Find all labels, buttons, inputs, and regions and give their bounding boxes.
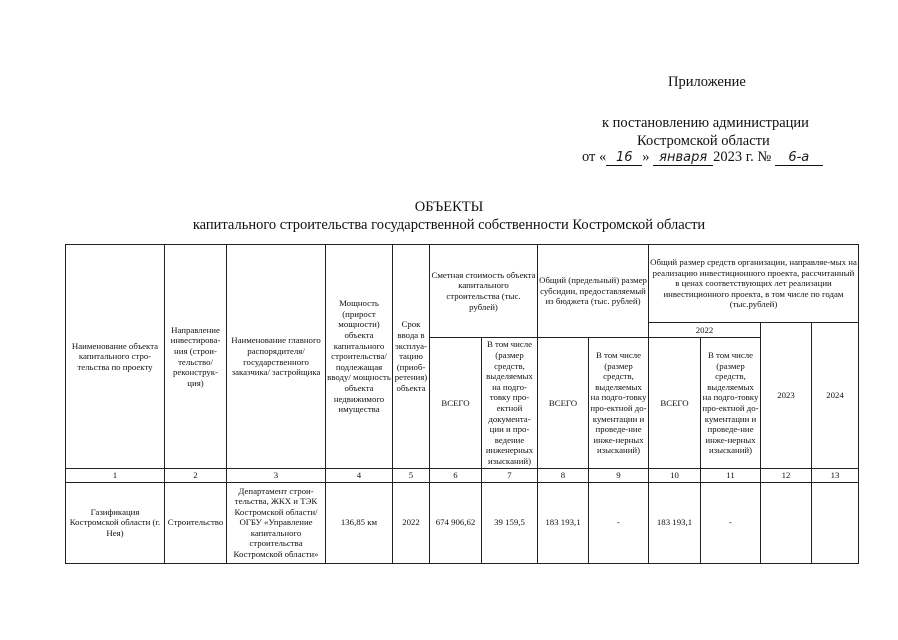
header-year-2023: 2023 <box>761 323 812 469</box>
column-number: 1 <box>66 469 165 483</box>
header-estimated-incl: В том числе (размер средств, выделяемых на подго-товку про-ектной документа-ции и про-ведение инженерных изысканий) <box>482 338 538 469</box>
column-number: 10 <box>649 469 701 483</box>
handwritten-number: 6-а <box>775 151 823 166</box>
cell-org-2022-incl: - <box>701 482 761 563</box>
column-number: 2 <box>165 469 227 483</box>
date-close-quote: » <box>642 149 650 165</box>
header-year-2024: 2024 <box>812 323 859 469</box>
column-number: 13 <box>812 469 859 483</box>
objects-table <box>65 244 859 564</box>
header-subsidy-incl: В том числе (размер средств, выделяемых на подго-товку про-ектной до-кументации и проведе-ние инже-нерных изысканий) <box>589 338 649 469</box>
cell-subsidy-incl: - <box>589 482 649 563</box>
handwritten-month: января <box>653 151 713 166</box>
header-direction: Направление инвестирова-ния (строи-тельство/ реконструк-ция) <box>165 245 227 469</box>
header-estimated-cost: Сметная стоимость объекта капитального строительства (тыс. рублей) <box>430 245 538 338</box>
column-number: 4 <box>326 469 393 483</box>
header-subsidy-total: ВСЕГО <box>538 338 589 469</box>
cell-customer: Департамент строи-тельства, ЖКХ и ТЭК Костромской области/ ОГБУ «Управление капитального строительства Костромской области» <box>227 482 326 563</box>
cell-org-2022-total: 183 193,1 <box>649 482 701 563</box>
header-capacity: Мощность (прирост мощности) объекта капитального строительства/ подлежащая вводу/ мощность объекта недвижимого имущества <box>326 245 393 469</box>
column-number: 5 <box>393 469 430 483</box>
cell-object-name: Газификация Костромской области (г. Нея) <box>66 482 165 563</box>
decree-reference: к постановлению администрации <box>602 115 809 131</box>
cell-subsidy-total: 183 193,1 <box>538 482 589 563</box>
cell-org-2024 <box>812 482 859 563</box>
date-prefix: от « <box>582 149 607 165</box>
column-number: 9 <box>589 469 649 483</box>
table-row <box>66 482 859 563</box>
column-number: 8 <box>538 469 589 483</box>
header-org-funds: Общий размер средств организации, направляе-мых на реализацию инвестиционного проекта, рассчитанный в ценах соответствующих лет реализации инвестиционного проекта, в том числе по годам (тыс.рублей) <box>649 245 859 323</box>
column-number: 7 <box>482 469 538 483</box>
cell-commission: 2022 <box>393 482 430 563</box>
cell-estimated-total: 674 906,62 <box>430 482 482 563</box>
handwritten-day: 16 <box>606 151 642 166</box>
cell-estimated-incl: 39 159,5 <box>482 482 538 563</box>
header-subsidy: Общий (предельный) размер субсидии, предоставляемый из бюджета (тыс. рублей) <box>538 245 649 338</box>
date-year: 2023 г. № <box>713 149 772 165</box>
header-commission: Срок ввода в эксплуа-тацию (приоб-ретения) объекта <box>393 245 430 469</box>
cell-direction: Строительство <box>165 482 227 563</box>
column-number: 3 <box>227 469 326 483</box>
cell-org-2023 <box>761 482 812 563</box>
header-year-2022: 2022 <box>649 323 761 338</box>
document-subtitle: капитального строительства государственной собственности Костромской области <box>192 217 706 233</box>
header-org-incl: В том числе (размер средств, выделяемых на подго-товку про-ектной до-кументации и проведе-ние инже-нерных изысканий) <box>701 338 761 469</box>
header-org-total: ВСЕГО <box>649 338 701 469</box>
header-estimated-total: ВСЕГО <box>430 338 482 469</box>
column-number: 6 <box>430 469 482 483</box>
header-object-name: Наименование объекта капитального стро-тельства по проекту <box>66 245 165 469</box>
decree-date-line <box>582 148 823 166</box>
column-number: 12 <box>761 469 812 483</box>
cell-capacity: 136,85 км <box>326 482 393 563</box>
appendix-title: Приложение <box>668 74 746 90</box>
region-name: Костромской области <box>637 133 770 149</box>
document-title: ОБЪЕКТЫ <box>414 199 484 215</box>
column-number: 11 <box>701 469 761 483</box>
header-customer: Наименование главного распорядителя/ государственного заказчика/ застройщика <box>227 245 326 469</box>
